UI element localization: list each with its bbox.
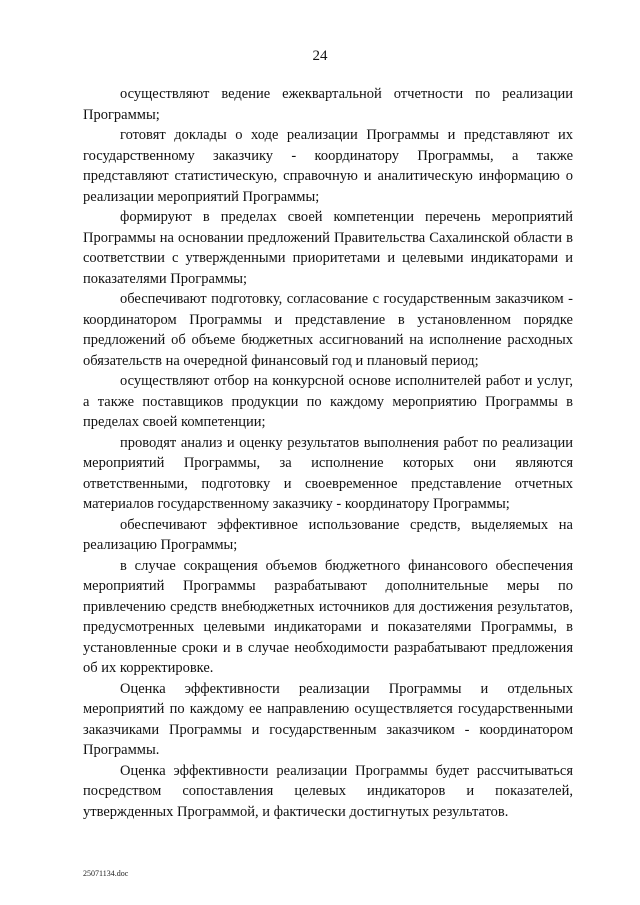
paragraph-results-analysis: проводят анализ и оценку результатов выполнения работ по реализации мероприятий Программы, за исполнение которых они являются ответственными, подготовку и своевременное представление отчетных материалов государственному заказчику - координатору Программы; — [83, 434, 573, 512]
paragraph-activity-list: формируют в пределах своей компетенции перечень мероприятий Программы на основании предложений Правительства Сахалинской области в соответствии с утвержденными приоритетами и целевыми индикаторами и показателями Программы; — [83, 209, 573, 287]
paragraph-reporting: осуществляют ведение ежеквартальной отчетности по реализации Программы; — [83, 86, 573, 123]
paragraph-progress-reports: готовят доклады о ходе реализации Программы и представляют их государственному заказчику - координатору Программы, а также представляют статистическую, справочную и аналитическую информацию о реализации мероприятий Программы; — [83, 127, 573, 205]
footer-filename: 25071134.doc — [83, 869, 129, 878]
paragraph-efficiency-calculation: Оценка эффективности реализации Программы будет рассчитываться посредством сопоставления целевых индикаторов и показателей, утвержденных Программой, и фактически достигнутых результатов. — [83, 762, 573, 820]
page-number: 24 — [312, 48, 328, 64]
paragraph-efficient-use: обеспечивают эффективное использование средств, выделяемых на реализацию Программы; — [83, 516, 573, 553]
paragraph-budget-proposals: обеспечивают подготовку, согласование с государственным заказчиком - координатором Программы и представление в установленном порядке предложений об объеме бюджетных ассигнований на исполнение расходных обязательств на очередной финансовый год и плановый период; — [83, 291, 573, 369]
paragraph-efficiency-assessment: Оценка эффективности реализации Программы и отдельных мероприятий по каждому ее направлению осуществляется государственными заказчиками Программы и государственным заказчиком - координатором Программы. — [83, 680, 573, 758]
paragraph-contractor-selection: осуществляют отбор на конкурсной основе исполнителей работ и услуг, а также поставщиков продукции по каждому мероприятию Программы в пределах своей компетенции; — [83, 373, 573, 430]
document-body — [83, 84, 573, 822]
paragraph-funding-reduction: в случае сокращения объемов бюджетного финансового обеспечения мероприятий Программы разрабатывают дополнительные меры по привлечению средств внебюджетных источников для достижения результатов, предусмотренных целевыми индикаторами и показателями Программы, в установленные сроки и в случае необходимости разрабатывают предложения об их корректировке. — [83, 557, 573, 676]
